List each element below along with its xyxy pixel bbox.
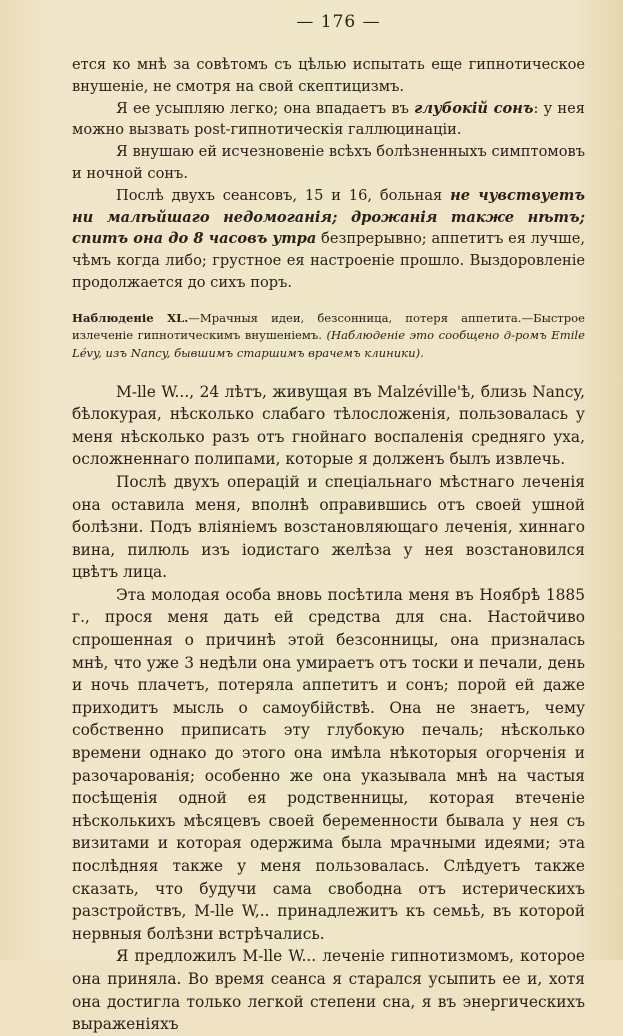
observation-title: Наблюденіе XL. [72,310,189,325]
text-run: Я ее усыпляю легко; она впадаетъ въ [116,99,415,117]
italic-run: глубокій сонъ [414,99,534,117]
text-run: безпрерывно; аппетитъ ея лучше, чѣмъ когда либо; грустное ея настроеніе прошло. Выздоровленіе продолжается до сихъ поръ. [72,230,586,291]
observation-heading [72,310,585,363]
section-case [72,381,585,1036]
page-number: — 176 — [296,12,381,32]
paragraph-hypnosis [72,98,585,142]
paragraph-suggestion: Я внушаю ей исчезновеніе всѣхъ болѣзненныхъ симптомовъ и ночной сонъ. [72,143,585,182]
italic-run: не чувствуетъ ни малѣйшаго недомоганія; дрожанія также нѣтъ; спитъ она до 8 часовъ утра [72,186,585,248]
paragraph-patient: M-lle W..., 24 лѣтъ, живущая въ Malzéville'ѣ, близь Nancy, бѣлокурая, нѣсколько слабаго тѣлосложенія, пользовалась у меня нѣсколько разъ отъ гнойнаго воспаленія средняго уха, осложненнаго полипами, которые я долженъ былъ извлечь. [72,382,585,469]
text-run: : у нея можно вызвать post-гипнотическія галлюцинаціи. [72,99,586,139]
observation-note: (Наблюденіе это сообщено д-ромъ Emile Lévy, изъ Nancy, бывшимъ старшимъ врачемъ клиники). [72,328,585,360]
paragraph-treatment: Я предложилъ M-lle W... леченіе гипнотизмомъ, которое она приняла. Во время сеанса я старался усыпить ее и, хотя она достигла только легкой степени сна, я въ энергическихъ выраженіяхъ [72,947,585,1034]
paragraph-continuation: ется ко мнѣ за совѣтомъ съ цѣлью испытать еще гипнотическое внушеніе, не смотря на свой скептицизмъ. [72,56,585,95]
paragraph-after-sessions [72,185,585,294]
paragraph-insomnia: Эта молодая особа вновь посѣтила меня въ Ноябрѣ 1885 г., прося меня дать ей средства для сна. Настойчиво спрошенная о причинѣ этой безсонницы, она призналась мнѣ, что уже 3 недѣли она умираетъ отъ тоски и печали, день и ночь плачетъ, потеряла аппетитъ и сонъ; порой ей даже приходитъ мысль о самоубійствѣ. Она не знаетъ, чему собственно приписать эту глубокую печаль; нѣсколько времени однако до этого она имѣла нѣкоторыя огорченія и разочарованія; особенно же она указывала мнѣ на частыя посѣщенія одной ея родственницы, которая втеченіе нѣсколькихъ мѣсяцевъ своей беременности бывала у нея съ визитами и которая одержима была мрачными идеями; эта послѣдняя также у меня пользовалась. Слѣдуетъ также сказать, что будучи сама свободна отъ истерическихъ разстройствъ, M-lle W,.. принадлежитъ къ семьѣ, въ которой нервныя болѣзни встрѣчались. [72,585,585,943]
text-run: Послѣ двухъ сеансовъ, 15 и 16, больная [116,186,451,204]
paragraph-operations: Послѣ двухъ операцій и спеціальнаго мѣстнаго леченія она оставила меня, вполнѣ оправившись отъ своей ушной болѣзни. Подъ вліяніемъ возстановляющаго леченія, хиннаго вина, пилюль изъ іодистаго желѣза у нея возстановился цвѣтъ лица. [72,472,585,582]
section-first [72,54,585,294]
observation-summary: —Мрачныя идеи, безсонница, потеря аппетита.—Быстрое излеченіе гипнотическимъ внушеніемъ. [72,310,585,343]
